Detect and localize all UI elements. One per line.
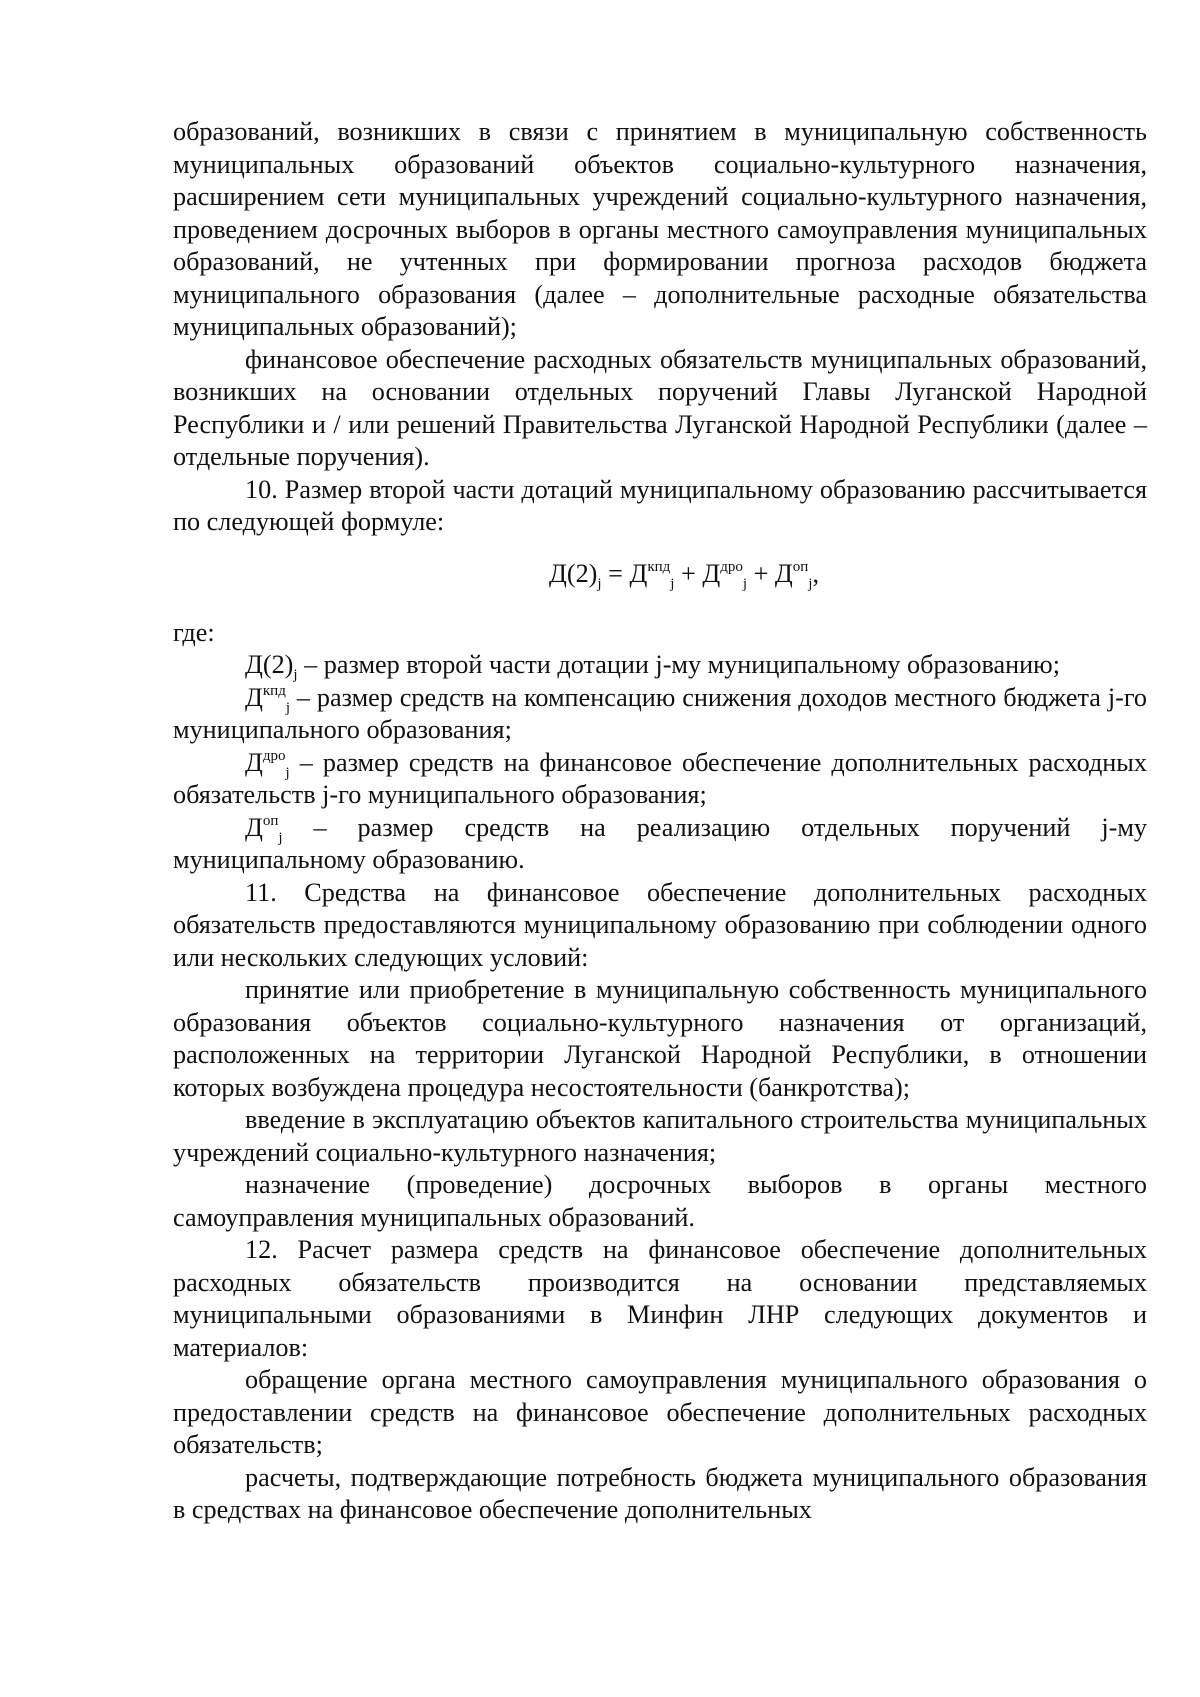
formula-end-comma: , bbox=[812, 558, 820, 588]
definition-d2 bbox=[173, 649, 1147, 682]
formula-plus-2: + bbox=[747, 558, 775, 588]
paragraph-condition-early-elections: назначение (проведение) досрочных выборов в органы местного самоуправления муниципальных образований. bbox=[173, 1170, 1147, 1232]
paragraph-document-calculations: расчеты, подтверждающие потребность бюджета муниципального образования в средствах на финансовое обеспечение дополнительных bbox=[173, 1462, 1147, 1524]
formula-term-kpd: Д bbox=[629, 558, 648, 588]
definition-subscript: j bbox=[285, 699, 290, 716]
paragraph-document-appeal: обращение органа местного самоуправления муниципального образования о предоставлении средств на финансовое обеспечение дополнительных расходных обязательств; bbox=[173, 1365, 1147, 1459]
formula-subsidy-second-part bbox=[173, 553, 1147, 595]
definition-text: – размер средств на компенсацию снижения доходов местного бюджета j-го муниципального образования; bbox=[173, 682, 1147, 744]
definition-symbol: Д bbox=[245, 812, 263, 842]
definition-superscript: дро bbox=[262, 747, 286, 764]
formula-lhs: Д(2) bbox=[549, 558, 598, 588]
paragraph-separate-instructions: финансовое обеспечение расходных обязательств муниципальных образований, возникших на основании отдельных поручений Главы Луганской Народной Республики и / или решений Правительства Луганской Народной Республики (далее – отдельные поручения). bbox=[173, 344, 1147, 471]
formula-term-op: Д bbox=[774, 558, 793, 588]
formula-equals: = bbox=[601, 558, 630, 588]
formula-term-dro: Д bbox=[702, 558, 721, 588]
where-label: где: bbox=[173, 617, 215, 647]
definition-subscript: j bbox=[285, 764, 290, 781]
definition-symbol: Д bbox=[245, 747, 263, 777]
formula-term-op-superscript: оп bbox=[792, 558, 809, 575]
formula-plus-1: + bbox=[674, 558, 703, 588]
formula-term-kpd-subscript: j bbox=[670, 575, 675, 592]
definition-kpd bbox=[173, 682, 1147, 747]
formula-term-op-subscript: j bbox=[808, 575, 813, 592]
definition-superscript: оп bbox=[262, 812, 279, 829]
definition-symbol: Д bbox=[245, 682, 263, 712]
paragraph-item-11: 11. Средства на финансовое обеспечение дополнительных расходных обязательств предоставляются муниципальному образованию при соблюдении одного или нескольких следующих условий: bbox=[173, 877, 1147, 972]
definition-subscript: j bbox=[278, 829, 283, 846]
formula-lhs-subscript: j bbox=[597, 575, 602, 592]
definition-symbol: Д(2) bbox=[245, 650, 294, 679]
definition-text: – размер второй части дотации j-му муниципальному образованию; bbox=[297, 650, 1060, 679]
document-body bbox=[173, 116, 1147, 1527]
definition-text: – размер средств на реализацию отдельных поручений j-му муниципальному образованию. bbox=[173, 812, 1147, 874]
definition-op bbox=[173, 812, 1147, 877]
paragraph-item-10: 10. Размер второй части дотаций муниципальному образованию рассчитывается по следующей формуле: bbox=[173, 474, 1147, 536]
definition-text: – размер средств на финансовое обеспечение дополнительных расходных обязательств j-го муниципального образования; bbox=[173, 747, 1147, 809]
definition-dro bbox=[173, 747, 1147, 812]
paragraph-item-12: 12. Расчет размера средств на финансовое обеспечение дополнительных расходных обязательств производится на основании представляемых муниципальными образованиями в Минфин ЛНР следующих документов и материалов: bbox=[173, 1235, 1147, 1362]
paragraph-condition-acquisition: принятие или приобретение в муниципальную собственность муниципального образования объектов социально-культурного назначения от организаций, расположенных на территории Луганской Народной Республики, в отношении которых возбуждена процедура несостоятельности (банкротства); bbox=[173, 975, 1147, 1102]
formula-term-dro-subscript: j bbox=[742, 575, 748, 592]
definition-subscript: j bbox=[293, 667, 298, 683]
paragraph-continuation: образований, возникших в связи с принятием в муниципальную собственность муниципальных образований объектов социально-культурного назначения, расширением сети муниципальных учреждений социально-культурного назначения, проведением досрочных выборов в органы местного самоуправления муниципальных образований, не учтенных при формировании прогноза расходов бюджета муниципального образования (далее – дополнительные расходные обязательства муниципальных образований); bbox=[173, 117, 1147, 341]
formula-term-dro-superscript: дро bbox=[720, 558, 743, 575]
definition-superscript: кпд bbox=[262, 682, 286, 699]
paragraph-condition-commissioning: введение в эксплуатацию объектов капитального строительства муниципальных учреждений социально-культурного назначения; bbox=[173, 1105, 1147, 1167]
formula-term-kpd-superscript: кпд bbox=[647, 558, 671, 575]
